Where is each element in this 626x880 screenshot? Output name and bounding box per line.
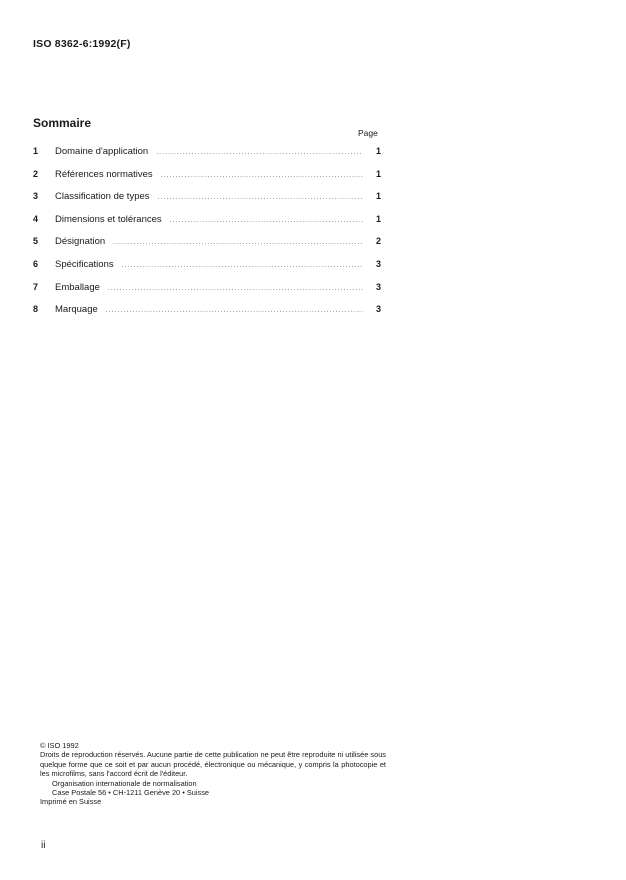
toc-entry-label: Désignation xyxy=(55,236,106,248)
organization-address: Case Postale 56 • CH-1211 Genève 20 • Suisse xyxy=(52,788,210,798)
toc-entry[interactable] xyxy=(33,146,381,169)
copyright-block xyxy=(40,741,386,807)
toc-entry-label: Emballage xyxy=(55,281,100,293)
toc-entry-number: 5 xyxy=(33,236,39,247)
toc-entry-page: 1 xyxy=(375,168,381,179)
toc-entry-page: 3 xyxy=(375,258,381,269)
toc-entry[interactable] xyxy=(33,169,381,192)
dot-leader xyxy=(161,172,363,179)
dot-leader xyxy=(113,239,363,246)
toc-entry-label: Dimensions et tolérances xyxy=(55,213,162,225)
toc-entry-label: Spécifications xyxy=(55,258,114,270)
toc-entry-label: Références normatives xyxy=(55,168,153,180)
toc-title: Sommaire xyxy=(33,116,92,130)
toc-entry[interactable] xyxy=(33,259,381,282)
toc-entry-number: 4 xyxy=(33,213,39,224)
toc-entry-page: 3 xyxy=(375,281,381,292)
printed-in: Imprimé en Suisse xyxy=(40,797,102,807)
toc-entry-number: 3 xyxy=(33,191,39,202)
toc-entry-number: 2 xyxy=(33,168,39,179)
dot-leader xyxy=(108,285,363,292)
organization-name: Organisation internationale de normalisation xyxy=(52,778,197,788)
page-column-label: Page xyxy=(358,128,378,138)
copyright-rights: Droits de reproduction réservés. Aucune partie de cette publication ne peut être reproduite ni utilisée sous quelque forme que ce soit et par aucun procédé, électronique ou mécanique, y compris la photocopie et les microfilms, sans l'accord écrit de l'éditeur. xyxy=(40,750,386,779)
toc-entry-label: Classification de types xyxy=(55,191,150,203)
toc-entry-page: 1 xyxy=(375,146,381,156)
dot-leader xyxy=(122,262,363,269)
document-id: ISO 8362-6:1992(F) xyxy=(33,38,131,50)
toc-entry-number: 7 xyxy=(33,281,39,292)
toc-entry[interactable] xyxy=(33,214,381,237)
toc-entry-page: 1 xyxy=(375,213,381,224)
toc-entry-number: 1 xyxy=(33,146,39,156)
toc-entry-page: 1 xyxy=(375,191,381,202)
toc-entry[interactable] xyxy=(33,282,381,305)
page-number: ii xyxy=(41,840,46,851)
toc-entry-page: 3 xyxy=(375,304,381,315)
toc-entry-number: 6 xyxy=(33,258,39,269)
toc-entry-number: 8 xyxy=(33,304,39,315)
toc-entry-page: 2 xyxy=(375,236,381,247)
toc-entry-label: Domaine d'application xyxy=(55,146,149,157)
copyright-notice: © ISO 1992 xyxy=(40,741,79,750)
dot-leader xyxy=(158,194,363,201)
toc-entry[interactable] xyxy=(33,304,381,327)
toc-entry[interactable] xyxy=(33,236,381,259)
dot-leader xyxy=(106,307,363,314)
toc-entry-label: Marquage xyxy=(55,304,98,316)
dot-leader xyxy=(170,217,363,224)
toc-entry[interactable] xyxy=(33,191,381,214)
table-of-contents xyxy=(33,146,381,327)
dot-leader xyxy=(156,149,363,156)
